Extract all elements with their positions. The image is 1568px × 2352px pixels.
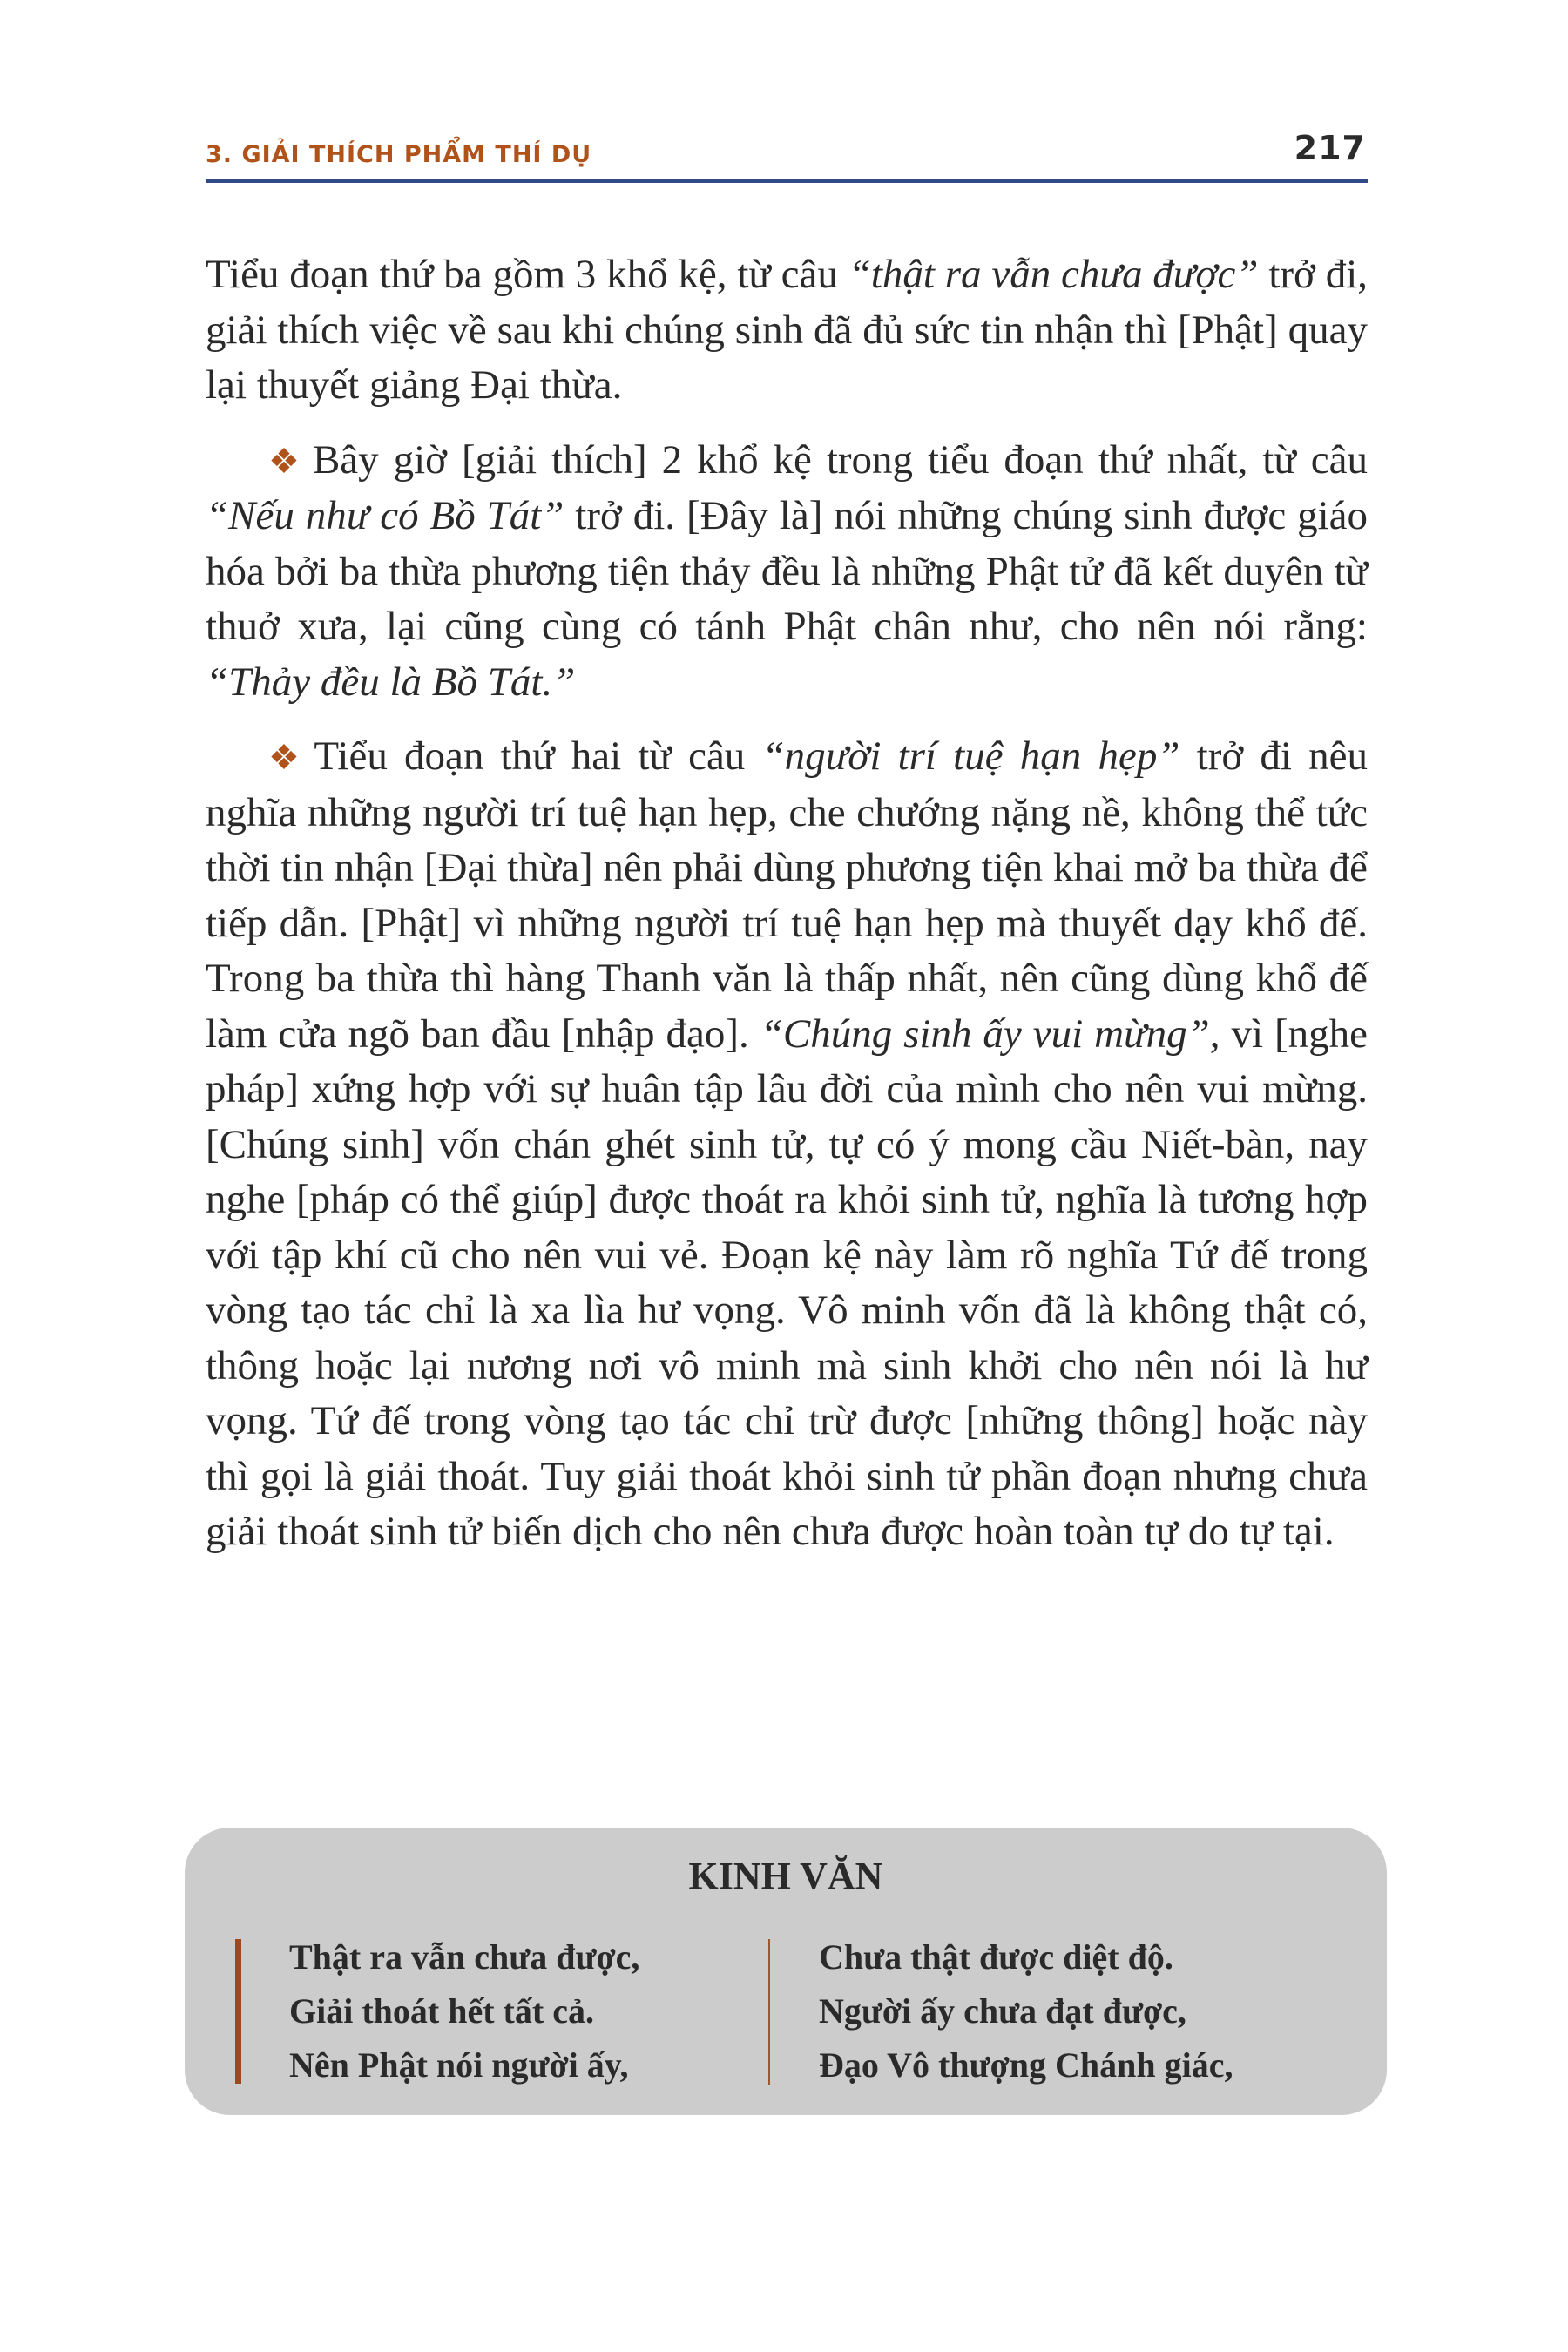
quote-thay-deu-la-bo-tat: “Thảy đều là Bồ Tát.” — [206, 659, 576, 705]
paragraph-3-text-a: Tiểu đoạn thứ hai từ câu — [314, 733, 762, 779]
paragraph-1 — [206, 247, 1368, 414]
body-text — [206, 247, 1368, 1579]
accent-bar — [235, 1939, 241, 2084]
verse-line: Người ấy chưa đạt được, — [819, 1991, 1186, 2031]
diamond-ornament-icon: ❖ — [268, 441, 300, 481]
running-header — [206, 127, 1368, 183]
paragraph-2 — [206, 433, 1368, 711]
verse-line: Thật ra vẫn chưa được, — [289, 1937, 640, 1977]
column-divider — [768, 1939, 770, 2085]
paragraph-3-text-c: , vì [nghe pháp] xứng hợp với sự huân tập lâu đời của mình cho nên vui mừng. [Chúng sinh] vốn chán ghét sinh tử, tự có ý mong cầu Niết-bàn, nay nghe [pháp có thể giúp] được thoát ra khỏi sinh tử, nghĩa là tương hợp với tập khí cũ cho nên vui vẻ. Đoạn kệ này làm rõ nghĩa Tứ đế trong vòng tạo tác chỉ là xa lìa hư vọng. Vô minh vốn đã là không thật có, thông hoặc lại nương nơi vô minh mà sinh khởi cho nên nói là hư vọng. Tứ đế trong vòng tạo tác chỉ trừ được [những thông] hoặc này thì gọi là giải thoát. Tuy giải thoát khỏi sinh tử phần đoạn nhưng chưa giải thoát sinh tử biến dịch cho nên chưa được hoàn toàn tự do tự tại. — [206, 1010, 1368, 1554]
quote-that-ra-van-chua-duoc: “thật ra vẫn chưa được” — [848, 252, 1259, 297]
quote-neu-nhu-co-bo-tat: “Nếu như có Bồ Tát” — [206, 493, 564, 538]
quote-chung-sinh-ay-vui-mung: “Chúng sinh ấy vui mừng” — [760, 1010, 1210, 1057]
verse-column-left — [289, 1930, 639, 2092]
sutra-text-box — [185, 1828, 1387, 2115]
verse-line: Nên Phật nói người ấy, — [289, 2045, 629, 2085]
page-number: 217 — [1294, 129, 1366, 167]
verse-line: Đạo Vô thượng Chánh giác, — [819, 2045, 1233, 2085]
verse-line: Chưa thật được diệt độ. — [819, 1937, 1173, 1977]
paragraph-1-text-b: trở đi, giải thích việc về sau khi chúng sinh đã đủ sức tin nhận thì [Phật] quay lại thuyết giảng Đại thừa. — [206, 252, 1369, 408]
paragraph-2-text-a: Bây giờ [giải thích] 2 khổ kệ trong tiểu đoạn thứ nhất, từ câu — [312, 436, 1368, 483]
verse-line: Giải thoát hết tất cả. — [289, 1991, 594, 2031]
verse-column-right — [819, 1930, 1233, 2092]
paragraph-2-text-b: trở đi. [Đây là] nói những chúng sinh được giáo hóa bởi ba thừa phương tiện thảy đều là những Phật tử đã kết duyên từ thuở xưa, lại cũng cùng có tánh Phật chân như, cho nên nói rằng: — [206, 493, 1368, 649]
paragraph-1-text-a: Tiểu đoạn thứ ba gồm 3 khổ kệ, từ câu — [206, 252, 848, 297]
paragraph-3-text-b: trở đi nêu nghĩa những người trí tuệ hạn hẹp, che chướng nặng nề, không thể tức thời tin nhận [Đại thừa] nên phải dùng phương tiện khai mở ba thừa để tiếp dẫn. [Phật] vì những người trí tuệ hạn hẹp mà thuyết dạy khổ đế. Trong ba thừa thì hàng Thanh văn là thấp nhất, nên cũng dùng khổ đế làm cửa ngõ ban đầu [nhập đạo]. — [206, 733, 1369, 1057]
sutra-box-title: KINH VĂN — [688, 1855, 883, 1897]
paragraph-3 — [206, 729, 1368, 1560]
diamond-ornament-icon: ❖ — [268, 738, 300, 777]
quote-nguoi-tri-tue-han-hep: “người trí tuệ hạn hẹp” — [761, 733, 1180, 779]
chapter-title: 3. GIẢI THÍCH PHẨM THÍ DỤ — [206, 141, 592, 168]
